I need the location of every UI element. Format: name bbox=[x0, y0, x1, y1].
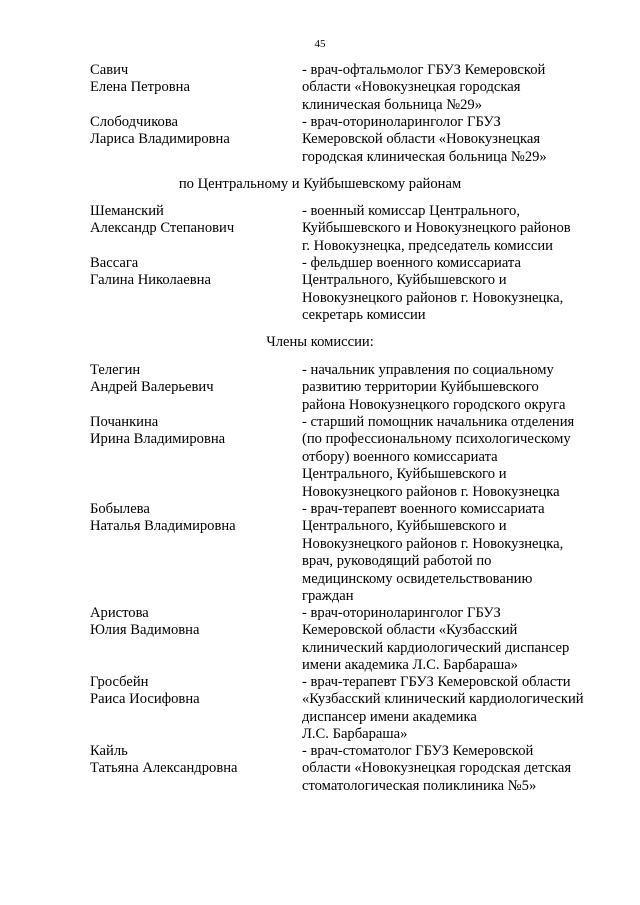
role-line: диспансер имени академика bbox=[302, 708, 477, 725]
role-line: «Кузбасский клинический кардиологический bbox=[302, 691, 584, 708]
role-line: Центрального, Куйбышевского и bbox=[302, 518, 507, 535]
role-line: Центрального, Куйбышевского и bbox=[302, 466, 507, 483]
person-given-names: Лариса Владимировна bbox=[90, 131, 230, 148]
role-line: граждан bbox=[302, 588, 354, 605]
role-line: секретарь комиссии bbox=[302, 307, 426, 324]
person-name bbox=[90, 743, 295, 778]
role-line: Кемеровской области «Новокузнецкая bbox=[302, 131, 541, 148]
role-line: (по профессиональному психологическому bbox=[302, 431, 571, 448]
role-line: отбору) военного комиссариата bbox=[302, 448, 498, 465]
role-line: области «Новокузнецкая городская bbox=[302, 79, 521, 96]
person-surname: Вассага bbox=[90, 255, 139, 271]
person-given-names: Ирина Владимировна bbox=[90, 431, 226, 448]
person-given-names: Наталья Владимировна bbox=[90, 518, 236, 535]
person-role bbox=[302, 743, 602, 795]
person-surname: Савич bbox=[90, 62, 129, 78]
role-line: Кемеровской области «Кузбасский bbox=[302, 622, 518, 639]
person-role bbox=[302, 62, 602, 114]
role-line: - врач-терапевт военного комиссариата bbox=[302, 501, 545, 517]
person-role bbox=[302, 414, 602, 501]
role-line: - врач-офтальмолог ГБУЗ Кемеровской bbox=[302, 62, 546, 78]
person-name bbox=[90, 62, 295, 97]
person-surname: Телегин bbox=[90, 362, 141, 378]
role-line: Куйбышевского и Новокузнецкого районов bbox=[302, 220, 571, 237]
person-surname: Почанкина bbox=[90, 414, 159, 430]
role-line: городская клиническая больница №29» bbox=[302, 148, 547, 165]
role-line: врач, руководящий работой по bbox=[302, 553, 492, 570]
person-role bbox=[302, 114, 602, 166]
members-heading: Члены комиссии: bbox=[266, 334, 374, 350]
role-line: клиническая больница №29» bbox=[302, 96, 483, 113]
role-line: - старший помощник начальника отделения bbox=[302, 414, 575, 430]
role-line: - врач-оториноларинголог ГБУЗ bbox=[302, 114, 501, 130]
role-line: стоматологическая поликлиника №5» bbox=[302, 777, 537, 794]
role-line: района Новокузнецкого городского округа bbox=[302, 396, 566, 413]
role-line: - фельдшер военного комиссариата bbox=[302, 255, 521, 271]
person-given-names: Татьяна Александровна bbox=[90, 760, 238, 777]
person-surname: Бобылева bbox=[90, 501, 150, 517]
person-role bbox=[302, 362, 602, 414]
role-line: медицинскому освидетельствованию bbox=[302, 570, 533, 587]
role-line: Новокузнецкого районов г. Новокузнецка, bbox=[302, 289, 564, 306]
person-given-names: Юлия Вадимовна bbox=[90, 622, 200, 639]
person-surname: Шеманский bbox=[90, 203, 164, 219]
person-role bbox=[302, 674, 602, 744]
person-surname: Аристова bbox=[90, 605, 149, 621]
page-number: 45 bbox=[314, 38, 326, 50]
person-role bbox=[302, 203, 602, 255]
person-given-names: Галина Николаевна bbox=[90, 272, 211, 289]
person-surname: Кайль bbox=[90, 743, 128, 759]
person-given-names: Андрей Валерьевич bbox=[90, 379, 214, 396]
role-line: - врач-терапевт ГБУЗ Кемеровской области bbox=[302, 674, 571, 690]
person-name bbox=[90, 605, 295, 640]
person-given-names: Раиса Иосифовна bbox=[90, 691, 200, 708]
person-name bbox=[90, 414, 295, 449]
role-line: развитию территории Куйбышевского bbox=[302, 379, 539, 396]
person-given-names: Александр Степанович bbox=[90, 220, 235, 237]
person-name bbox=[90, 674, 295, 709]
role-line: Новокузнецкого районов г. Новокузнецка bbox=[302, 483, 560, 500]
district-heading: по Центральному и Куйбышевскому районам bbox=[178, 176, 462, 192]
role-line: области «Новокузнецкая городская детская bbox=[302, 760, 572, 777]
person-role bbox=[302, 501, 602, 605]
person-name bbox=[90, 114, 295, 149]
role-line: - врач-стоматолог ГБУЗ Кемеровской bbox=[302, 743, 534, 759]
person-surname: Слободчикова bbox=[90, 114, 179, 130]
role-line: Л.С. Барбараша» bbox=[302, 726, 408, 743]
role-line: - начальник управления по социальному bbox=[302, 362, 554, 378]
role-line: - военный комиссар Центрального, bbox=[302, 203, 521, 219]
person-name bbox=[90, 203, 295, 238]
role-line: г. Новокузнецка, председатель комиссии bbox=[302, 237, 553, 254]
role-line: клинический кардиологический диспансер bbox=[302, 639, 570, 656]
role-line: Центрального, Куйбышевского и bbox=[302, 272, 507, 289]
person-name bbox=[90, 501, 295, 536]
person-name bbox=[90, 362, 295, 397]
role-line: Новокузнецкого районов г. Новокузнецка, bbox=[302, 535, 564, 552]
person-given-names: Елена Петровна bbox=[90, 79, 190, 96]
person-role bbox=[302, 605, 602, 675]
role-line: - врач-оториноларинголог ГБУЗ bbox=[302, 605, 501, 621]
person-name bbox=[90, 255, 295, 290]
person-surname: Гросбейн bbox=[90, 674, 149, 690]
role-line: имени академика Л.С. Барбараша» bbox=[302, 657, 518, 674]
person-role bbox=[302, 255, 602, 325]
